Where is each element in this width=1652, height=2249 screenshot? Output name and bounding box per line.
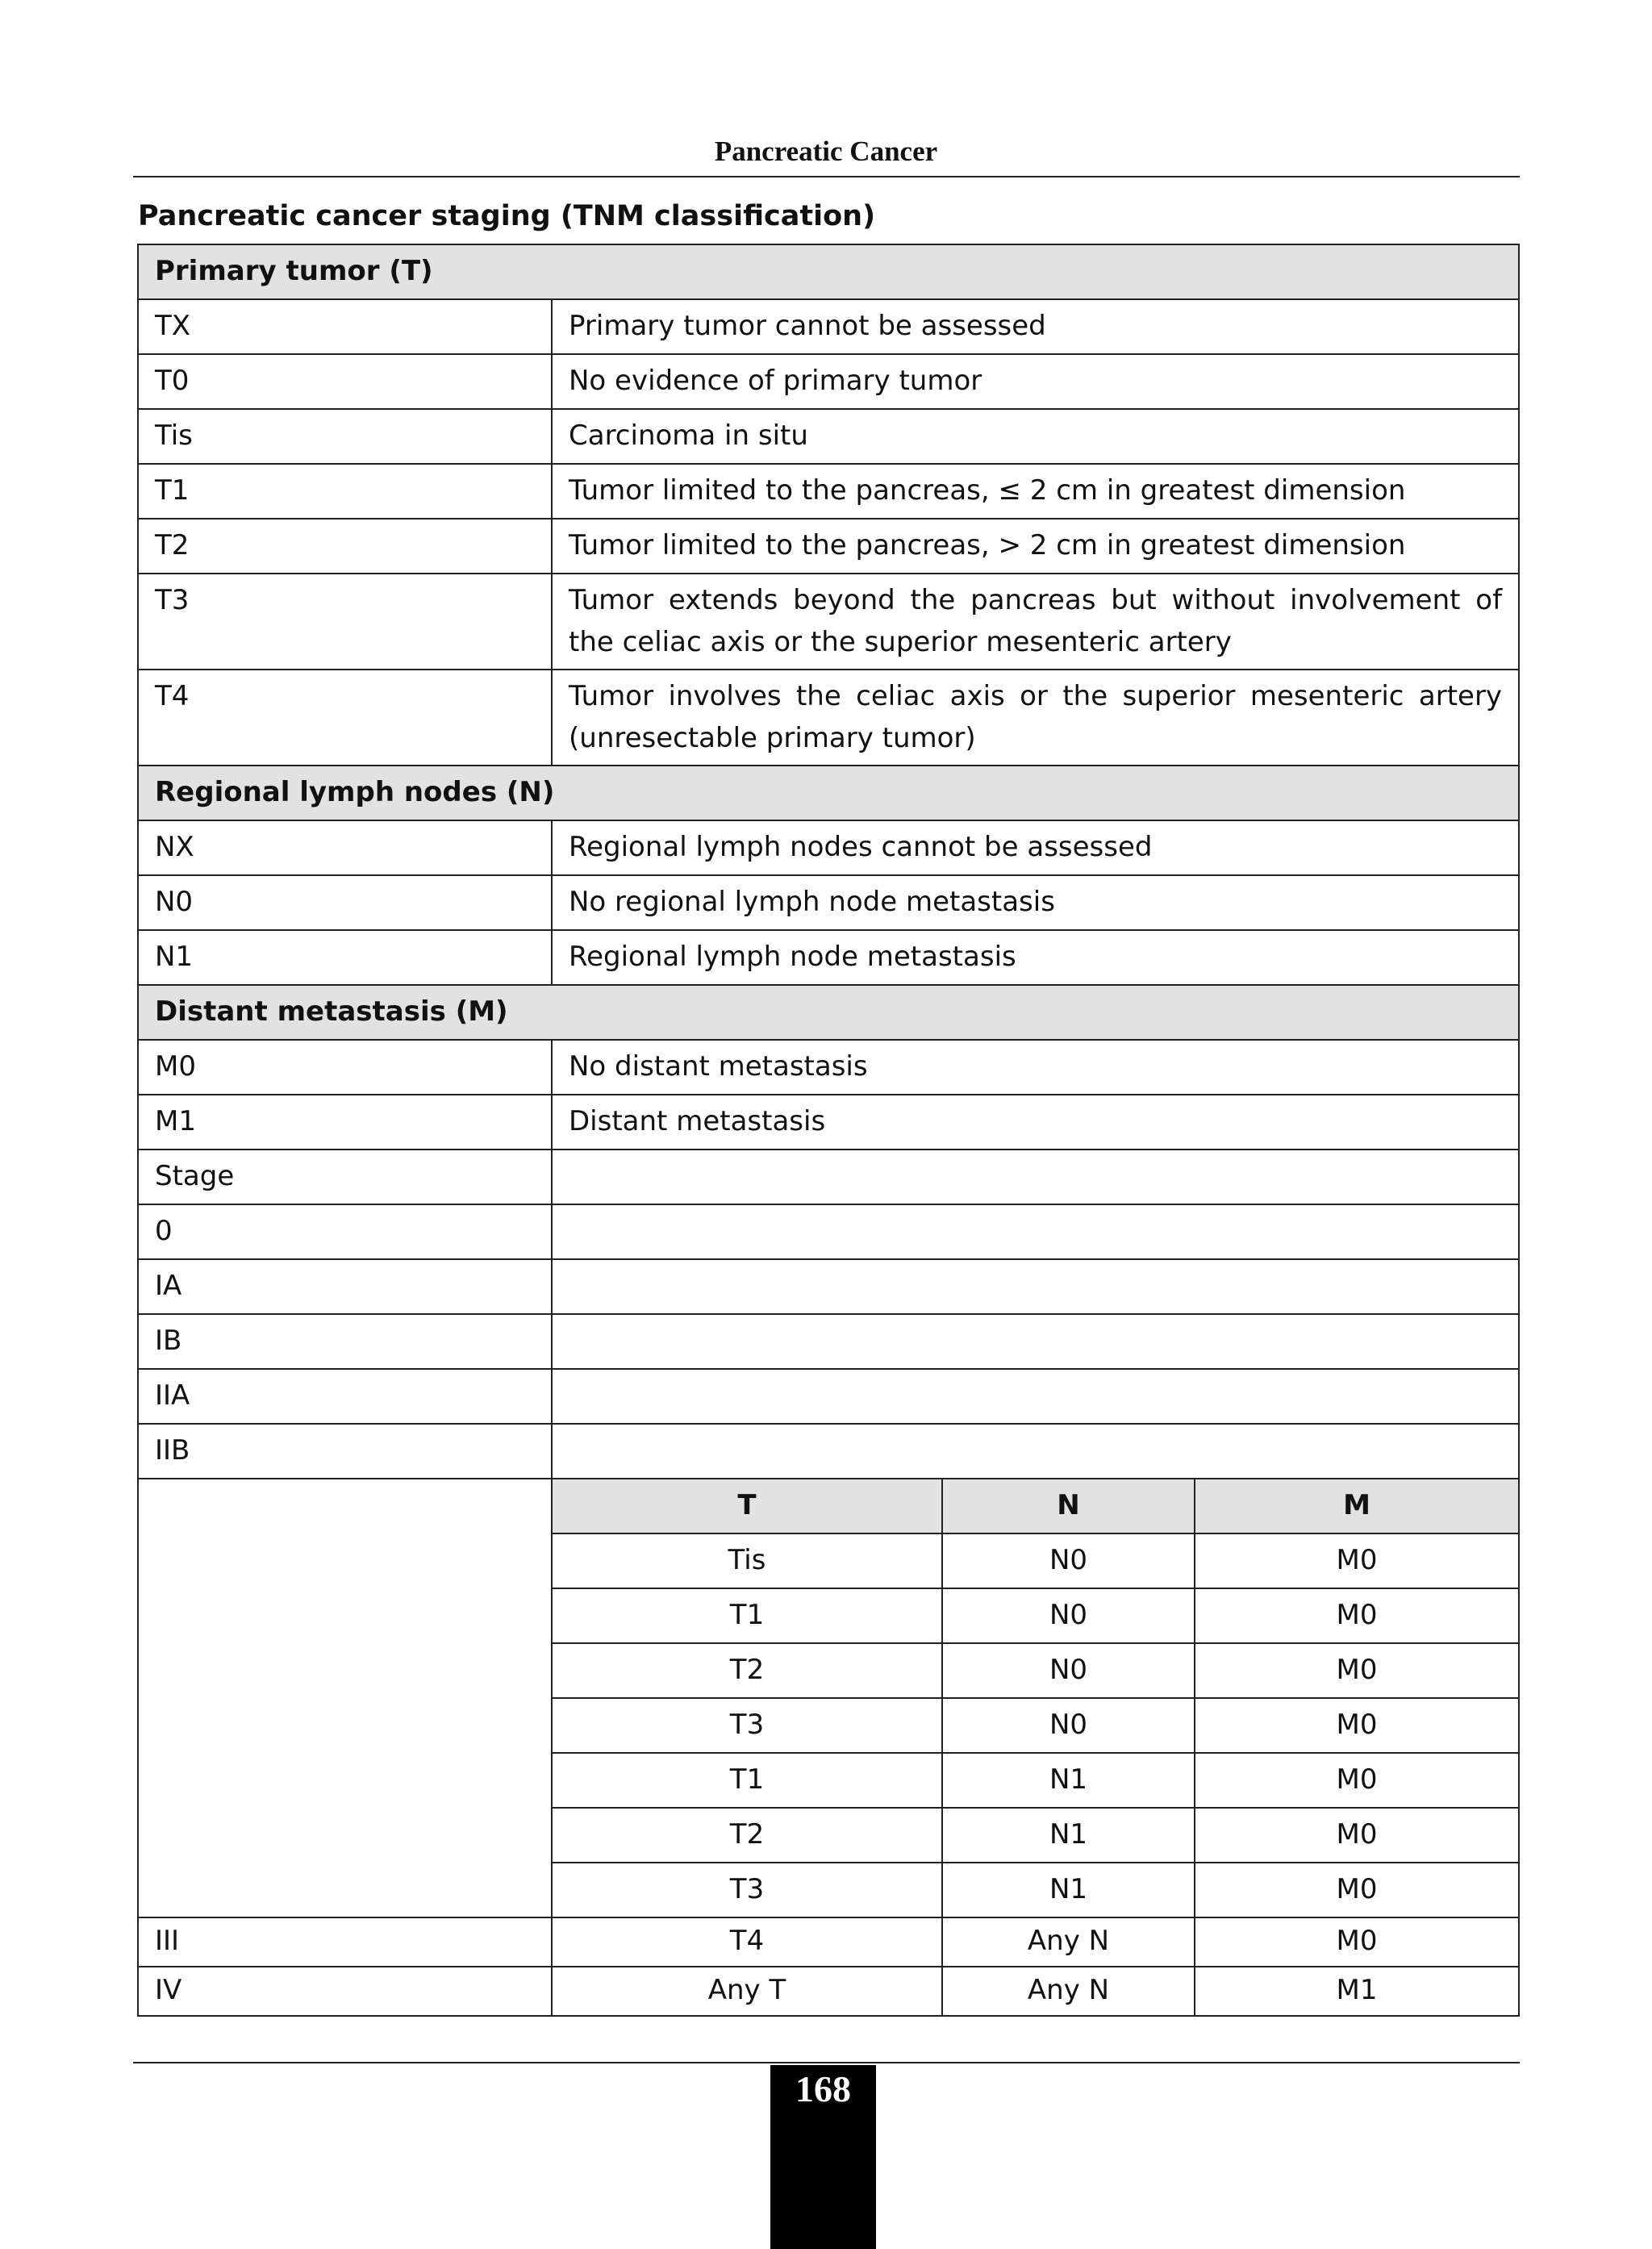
stage-label: Stage: [138, 1150, 552, 1204]
table-row: [138, 875, 1519, 930]
col-header-n: N: [942, 1479, 1195, 1533]
table-row: [138, 354, 1519, 409]
distant-metastasis-heading: Distant metastasis (M): [138, 985, 1519, 1040]
n-code: NX: [138, 820, 552, 875]
t-code: T0: [138, 354, 552, 409]
t-description: Tumor extends beyond the pancreas but without involvement of the celiac axis or the superior mesenteric artery: [552, 574, 1519, 670]
table-row: [138, 574, 1519, 670]
grid-n: N0: [942, 1698, 1195, 1753]
t-description: Tumor limited to the pancreas, ≤ 2 cm in greatest dimension: [552, 464, 1519, 519]
stage-name: III: [138, 1917, 552, 1967]
grid-t: T3: [552, 1863, 942, 1917]
m-code: M1: [138, 1095, 552, 1150]
grid-t: Any T: [552, 1967, 942, 2016]
grid-t: T2: [552, 1643, 942, 1698]
t-code: T1: [138, 464, 552, 519]
running-head: Pancreatic Cancer: [714, 136, 938, 167]
grid-t: T1: [552, 1588, 942, 1643]
table-row: [138, 1369, 1519, 1424]
stage-name: IIA: [138, 1369, 552, 1424]
t-description: Tumor limited to the pancreas, > 2 cm in greatest dimension: [552, 519, 1519, 574]
grid-t: T3: [552, 1698, 942, 1753]
grid-n: N1: [942, 1808, 1195, 1863]
empty-cell: [552, 1204, 1519, 1259]
grid-n: N0: [942, 1643, 1195, 1698]
t-description: Tumor involves the celiac axis or the superior mesenteric artery (unresectable primary tumor): [552, 670, 1519, 766]
n-description: Regional lymph nodes cannot be assessed: [552, 820, 1519, 875]
stage-name: 0: [138, 1204, 552, 1259]
table-row: [138, 1259, 1519, 1314]
table-row: [138, 670, 1519, 766]
stage-name: IA: [138, 1259, 552, 1314]
empty-cell: [552, 1314, 1519, 1369]
n-code: N1: [138, 930, 552, 985]
t-code: Tis: [138, 409, 552, 464]
table-row: [138, 464, 1519, 519]
table-row: [138, 519, 1519, 574]
grid-m: M1: [1195, 1967, 1519, 2016]
grid-t: T2: [552, 1808, 942, 1863]
grid-t: Tis: [552, 1533, 942, 1588]
stage-row: [138, 1967, 1519, 2016]
table-row: [138, 409, 1519, 464]
grid-t: T4: [552, 1917, 942, 1967]
grid-m: M0: [1195, 1588, 1519, 1643]
table-row: [138, 1150, 1519, 1204]
grid-m: M0: [1195, 1917, 1519, 1967]
table-row: [138, 1095, 1519, 1150]
t-code: T4: [138, 670, 552, 766]
regional-nodes-heading-row: [138, 766, 1519, 820]
empty-cell: [552, 1424, 1519, 1479]
t-code: T2: [138, 519, 552, 574]
m-code: M0: [138, 1040, 552, 1095]
table-row: [138, 1424, 1519, 1479]
grid-m: M0: [1195, 1698, 1519, 1753]
col-header-t: T: [552, 1479, 942, 1533]
stage-grid-header-row: [138, 1479, 1519, 1533]
header-rule: [133, 176, 1520, 177]
grid-n: N0: [942, 1533, 1195, 1588]
table-row: [138, 299, 1519, 354]
stage-name: IIB: [138, 1424, 552, 1479]
grid-t: T1: [552, 1753, 942, 1808]
col-header-m: M: [1195, 1479, 1519, 1533]
grid-n: N0: [942, 1588, 1195, 1643]
stage-row: [138, 1917, 1519, 1967]
n-description: Regional lymph node metastasis: [552, 930, 1519, 985]
grid-m: M0: [1195, 1808, 1519, 1863]
distant-metastasis-heading-row: [138, 985, 1519, 1040]
primary-tumor-heading-row: [138, 244, 1519, 299]
grid-n: Any N: [942, 1967, 1195, 2016]
grid-m: M0: [1195, 1863, 1519, 1917]
grid-m: M0: [1195, 1753, 1519, 1808]
n-code: N0: [138, 875, 552, 930]
t-code: T3: [138, 574, 552, 670]
table-row: [138, 1314, 1519, 1369]
regional-nodes-heading: Regional lymph nodes (N): [138, 766, 1519, 820]
primary-tumor-heading: Primary tumor (T): [138, 244, 1519, 299]
stage-name: IB: [138, 1314, 552, 1369]
t-description: Primary tumor cannot be assessed: [552, 299, 1519, 354]
empty-cell: [552, 1150, 1519, 1204]
footer-rule: [133, 2062, 1520, 2063]
table-row: [138, 1040, 1519, 1095]
table-row: [138, 820, 1519, 875]
empty-cell: [552, 1259, 1519, 1314]
empty-cell: [138, 1479, 552, 1917]
m-description: Distant metastasis: [552, 1095, 1519, 1150]
empty-cell: [552, 1369, 1519, 1424]
grid-m: M0: [1195, 1533, 1519, 1588]
grid-n: Any N: [942, 1917, 1195, 1967]
m-description: No distant metastasis: [552, 1040, 1519, 1095]
tnm-table: [137, 244, 1520, 2017]
t-description: Carcinoma in situ: [552, 409, 1519, 464]
t-code: TX: [138, 299, 552, 354]
grid-n: N1: [942, 1753, 1195, 1808]
t-description: No evidence of primary tumor: [552, 354, 1519, 409]
table-row: [138, 1204, 1519, 1259]
stage-name: IV: [138, 1967, 552, 2016]
grid-m: M0: [1195, 1643, 1519, 1698]
grid-n: N1: [942, 1863, 1195, 1917]
section-title: Pancreatic cancer staging (TNM classification): [138, 200, 876, 232]
page-number: 168: [795, 2068, 851, 2109]
n-description: No regional lymph node metastasis: [552, 875, 1519, 930]
table-row: [138, 930, 1519, 985]
